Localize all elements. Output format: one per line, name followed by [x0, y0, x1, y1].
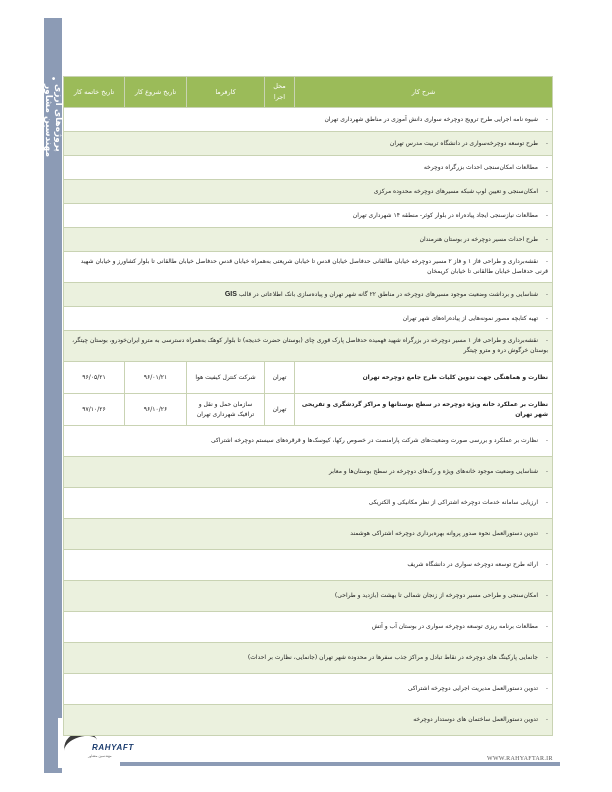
list-dash: - [545, 654, 548, 662]
table-header-row [64, 77, 553, 108]
table-row [64, 132, 553, 156]
logo-text-en: RAHYAFT [92, 743, 134, 752]
work-description-text: ارائه طرح توسعه دوچرخه سواری در دانشگاه شریف [407, 561, 538, 569]
table-row [64, 643, 553, 674]
work-description-text: جانمایی پارکینگ های دوچرخه در نقاط تبادل و مراکز جذب سفرها در محدوده شهر تهران (جانمایی، نظارت بر احداث) [247, 654, 538, 662]
work-description [64, 674, 553, 705]
list-dash: - [545, 337, 548, 345]
work-description-text: نظارت بر عملکرد و بررسی صورت وضعیت‌های شرکت پارامنصت در خصوص رکها، کیوسک‌ها و قرقره‌های سیستم دوچرخه اشتراکی [211, 437, 538, 445]
work-description [64, 204, 553, 228]
project-start-date: ۹۶/۱۰/۲۶ [125, 394, 187, 426]
table-row [64, 156, 553, 180]
project-location: تهران [265, 362, 295, 394]
work-description-text: طرح احداث مسیر دوچرخه در بوستان هنرمندان [419, 235, 538, 243]
list-dash: - [545, 314, 548, 322]
list-dash: - [545, 685, 548, 693]
list-dash: - [545, 468, 548, 476]
header-client: کارفرما [187, 77, 265, 108]
work-description [64, 156, 553, 180]
work-description-text: نقشه‌برداری و طراحی فاز ۱ مسیر دوچرخه در بزرگراه شهید فهمیده حدفاصل پارک قوری چای (بوستان حضرت خدیجه) تا بلوار کوهک به‌همراه دسترسی به مترو ایران‌خودرو، بوستان چیتگر، بوستان خرگوش دره و مترو چیتگر [72, 337, 548, 354]
work-description [64, 132, 553, 156]
projects-table [63, 76, 553, 736]
work-description [64, 331, 553, 362]
table-row [64, 426, 553, 457]
table-row [64, 204, 553, 228]
work-description [64, 488, 553, 519]
work-description-text: شیوه نامه اجرایی طرح ترویج دوچرخه سواری دانش آموزی در مناطق شهرداری تهران [324, 115, 538, 123]
list-dash: - [545, 290, 548, 298]
list-dash: - [545, 716, 548, 724]
work-description-text: امکان‌سنجی و طراحی مسیر دوچرخه از زنجان شمالی تا بهشت (بازدید و طراحی) [334, 592, 538, 600]
header-location: محل اجرا [265, 77, 295, 108]
list-dash: - [545, 592, 548, 600]
work-description [64, 581, 553, 612]
project-description: نظارت و هماهنگی جهت تدوین کلیات طرح جامع دوچرخه تهران [295, 362, 553, 394]
project-end-date: ۹۶/۰۵/۲۱ [64, 362, 125, 394]
footer-url: WWW.RAHYAFTAR.IR [484, 756, 556, 762]
work-description-text: ارزیابی سامانه خدمات دوچرخه اشتراکی از نظر مکانیکی و الکتریکی [368, 499, 538, 507]
header-start: تاریخ شروع کار [125, 77, 187, 108]
list-dash: - [545, 187, 548, 195]
table-row [64, 252, 553, 283]
work-description-text: طرح توسعه دوچرخه‌سواری در دانشگاه تربیت مدرس تهران [389, 139, 538, 147]
list-dash: - [545, 499, 548, 507]
project-row [64, 394, 553, 426]
work-description-text: امکان‌سنجی و تعیین لوپ شبکه مسیرهای دوچرخه محدوده مرکزی [373, 187, 538, 195]
table-row [64, 331, 553, 362]
list-dash: - [545, 561, 548, 569]
work-description [64, 612, 553, 643]
work-description [64, 643, 553, 674]
work-description [64, 228, 553, 252]
work-description-text: تدوین دستورالعمل ساختمان های دوستدار دوچرخه [413, 716, 538, 724]
work-description [64, 426, 553, 457]
work-description-text: تدوین دستورالعمل نحوه صدور پروانه بهره‌برداری دوچرخه اشتراکی هوشمند [350, 530, 538, 538]
work-description [64, 108, 553, 132]
chapter-title [44, 18, 62, 188]
project-client: شرکت کنترل کیفیت هوا [187, 362, 265, 394]
project-client: سازمان حمل و نقل و ترافیک شهرداری تهران [187, 394, 265, 426]
work-description-text: مطالعات نیازسنجی ایجاد پیاده‌راه در بلوار کوثر- منطقه ۱۴ شهرداری تهران [352, 211, 538, 219]
list-dash: - [545, 530, 548, 538]
work-description-text: مطالعات امکان‌سنجی احداث بزرگراه دوچرخه [423, 163, 538, 171]
list-dash: - [545, 115, 548, 123]
work-description [64, 519, 553, 550]
table-row [64, 228, 553, 252]
table-row [64, 283, 553, 307]
table-row [64, 674, 553, 705]
table-row [64, 550, 553, 581]
gis-label: GIS [224, 290, 237, 298]
work-description-text: نقشه‌برداری و طراحی فاز ۱ و فاز ۲ مسیر دوچرخه خیابان طالقانی حدفاصل خیابان قدس تا خیابان شریعتی به‌همراه خیابان قدس حدفاصل خیابان طالقانی تا بلوار کشاورز و خیابان شهید قرنی حدفاصل خیابان طالقانی تا خیابان کریمخان [80, 258, 548, 275]
work-description [64, 457, 553, 488]
table-row [64, 307, 553, 331]
chapter-title-text: پروژه‌های ارزی مهندسین مشاور [43, 84, 63, 158]
logo-tagline: مهندسین مشاور [88, 754, 112, 758]
work-description-text: مطالعات برنامه ریزی توسعه دوچرخه سواری در بوستان آب و آتش [371, 623, 538, 631]
list-dash: - [545, 235, 548, 243]
list-dash: - [545, 139, 548, 147]
list-dash: - [545, 163, 548, 171]
work-description [64, 705, 553, 736]
table-row [64, 519, 553, 550]
list-dash: - [545, 623, 548, 631]
table-row [64, 705, 553, 736]
project-start-date: ۹۶/۰۱/۲۱ [125, 362, 187, 394]
project-row [64, 362, 553, 394]
project-location: تهران [265, 394, 295, 426]
work-description [64, 307, 553, 331]
list-dash: - [545, 437, 548, 445]
work-description-text: شناسایی وضعیت موجود خانه‌های ویژه و رک‌های دوچرخه در سطح بوستان‌ها و معابر [328, 468, 538, 476]
work-description [64, 252, 553, 283]
header-end: تاریخ خاتمه کار [64, 77, 125, 108]
project-end-date: ۹۷/۱۰/۲۶ [64, 394, 125, 426]
work-description [64, 283, 553, 307]
project-description: نظارت بر عملکرد خانه ویژه دوچرخه در سطح بوستانها و مراکز گردشگری و تفریحی شهر تهران [295, 394, 553, 426]
header-description: شرح کار [295, 77, 553, 108]
work-description [64, 180, 553, 204]
table-row [64, 581, 553, 612]
work-description-text: شناسایی و برداشت وضعیت موجود مسیرهای دوچرخه در مناطق ۲۲ گانه شهر تهران و پیاده‌سازی بانک اطلاعاتی در قالب [238, 290, 538, 298]
list-dash: - [545, 211, 548, 219]
footer-rule [120, 762, 560, 766]
table-row [64, 488, 553, 519]
table-row [64, 180, 553, 204]
chapter-bullet: • [48, 76, 58, 82]
work-description [64, 550, 553, 581]
list-dash: - [545, 258, 548, 266]
work-description-text: تدوین دستورالعمل مدیریت اجرایی دوچرخه اشتراکی [407, 685, 538, 693]
table-row [64, 457, 553, 488]
table-row [64, 108, 553, 132]
work-description-text: تهیه کتابچه مصور نمونه‌هایی از پیاده‌راه‌های شهر تهران [402, 314, 538, 322]
table-row [64, 612, 553, 643]
